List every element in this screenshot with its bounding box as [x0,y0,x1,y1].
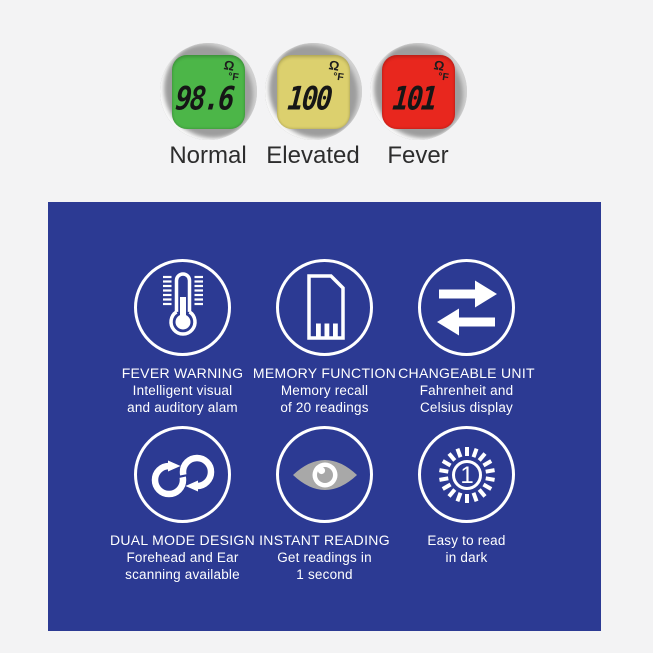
thermo-display-fever [370,43,467,170]
temperature-reading: 101 [390,80,437,118]
feature-changeable-unit [396,259,538,426]
dial-one-icon [423,431,511,519]
feature-title: MEMORY FUNCTION [252,365,397,381]
features-panel [48,202,601,631]
temperature-reading: 98.6 [173,80,234,118]
thermo-label: Fever [387,142,449,169]
thermo-screen-normal [172,55,245,129]
fahrenheit-unit-label: °F [332,69,345,84]
reading-examples-section [0,0,653,202]
head-profile-icon: Ω [327,56,341,74]
feature-text: Easy to read [427,533,506,548]
feature-text: 1 second [296,567,353,582]
feature-text: Celsius display [419,400,514,415]
thermo-bezel [370,43,467,140]
eye-icon [281,431,369,519]
screen-status-icons [222,56,240,84]
thermo-screen-fever [382,55,455,129]
feature-text: Get readings in [277,550,372,565]
memory-card-icon [281,264,369,352]
feature-text: of 20 readings [280,400,369,415]
head-profile-icon: Ω [432,56,446,74]
feature-fever-warning [112,259,254,426]
features-grid [109,259,538,593]
fahrenheit-unit-label: °F [227,69,240,84]
feature-text: in dark [445,550,488,565]
swap-arrows-icon [423,264,511,352]
thermo-label: Elevated [266,142,360,169]
feature-icon-circle [134,426,231,523]
thermo-bezel [265,43,362,140]
feature-icon-circle [418,259,515,356]
feature-text: Memory recall [280,383,369,398]
head-profile-icon: Ω [222,56,236,74]
feature-title: FEVER WARNING [121,365,244,381]
thermometer-icon [139,264,227,352]
feature-icon-circle [134,259,231,356]
feature-text: Intelligent visual [132,383,233,398]
thermo-label: Normal [169,142,247,169]
feature-icon-circle [276,259,373,356]
feature-easy-to-read [396,426,538,593]
feature-icon-circle [418,426,515,523]
feature-title: CHANGEABLE UNIT [398,365,535,381]
temperature-reading: 100 [285,80,332,118]
dual-mode-icon [139,431,227,519]
feature-text: and auditory alam [127,400,238,415]
feature-icon-circle [276,426,373,523]
feature-title: INSTANT READING [259,532,390,548]
feature-text: Forehead and Ear [126,550,239,565]
screen-status-icons [327,56,345,84]
feature-text: scanning available [125,567,240,582]
feature-dual-mode [109,426,256,593]
feature-memory-function [254,259,396,426]
thermo-bezel [160,43,257,140]
thermo-screen-elevated [277,55,350,129]
number-one-label: 1 [459,461,474,489]
feature-title: DUAL MODE DESIGN [109,532,256,548]
feature-instant-reading [254,426,396,593]
feature-text: Fahrenheit and [419,383,514,398]
fahrenheit-unit-label: °F [437,69,450,84]
screen-status-icons [432,56,450,84]
